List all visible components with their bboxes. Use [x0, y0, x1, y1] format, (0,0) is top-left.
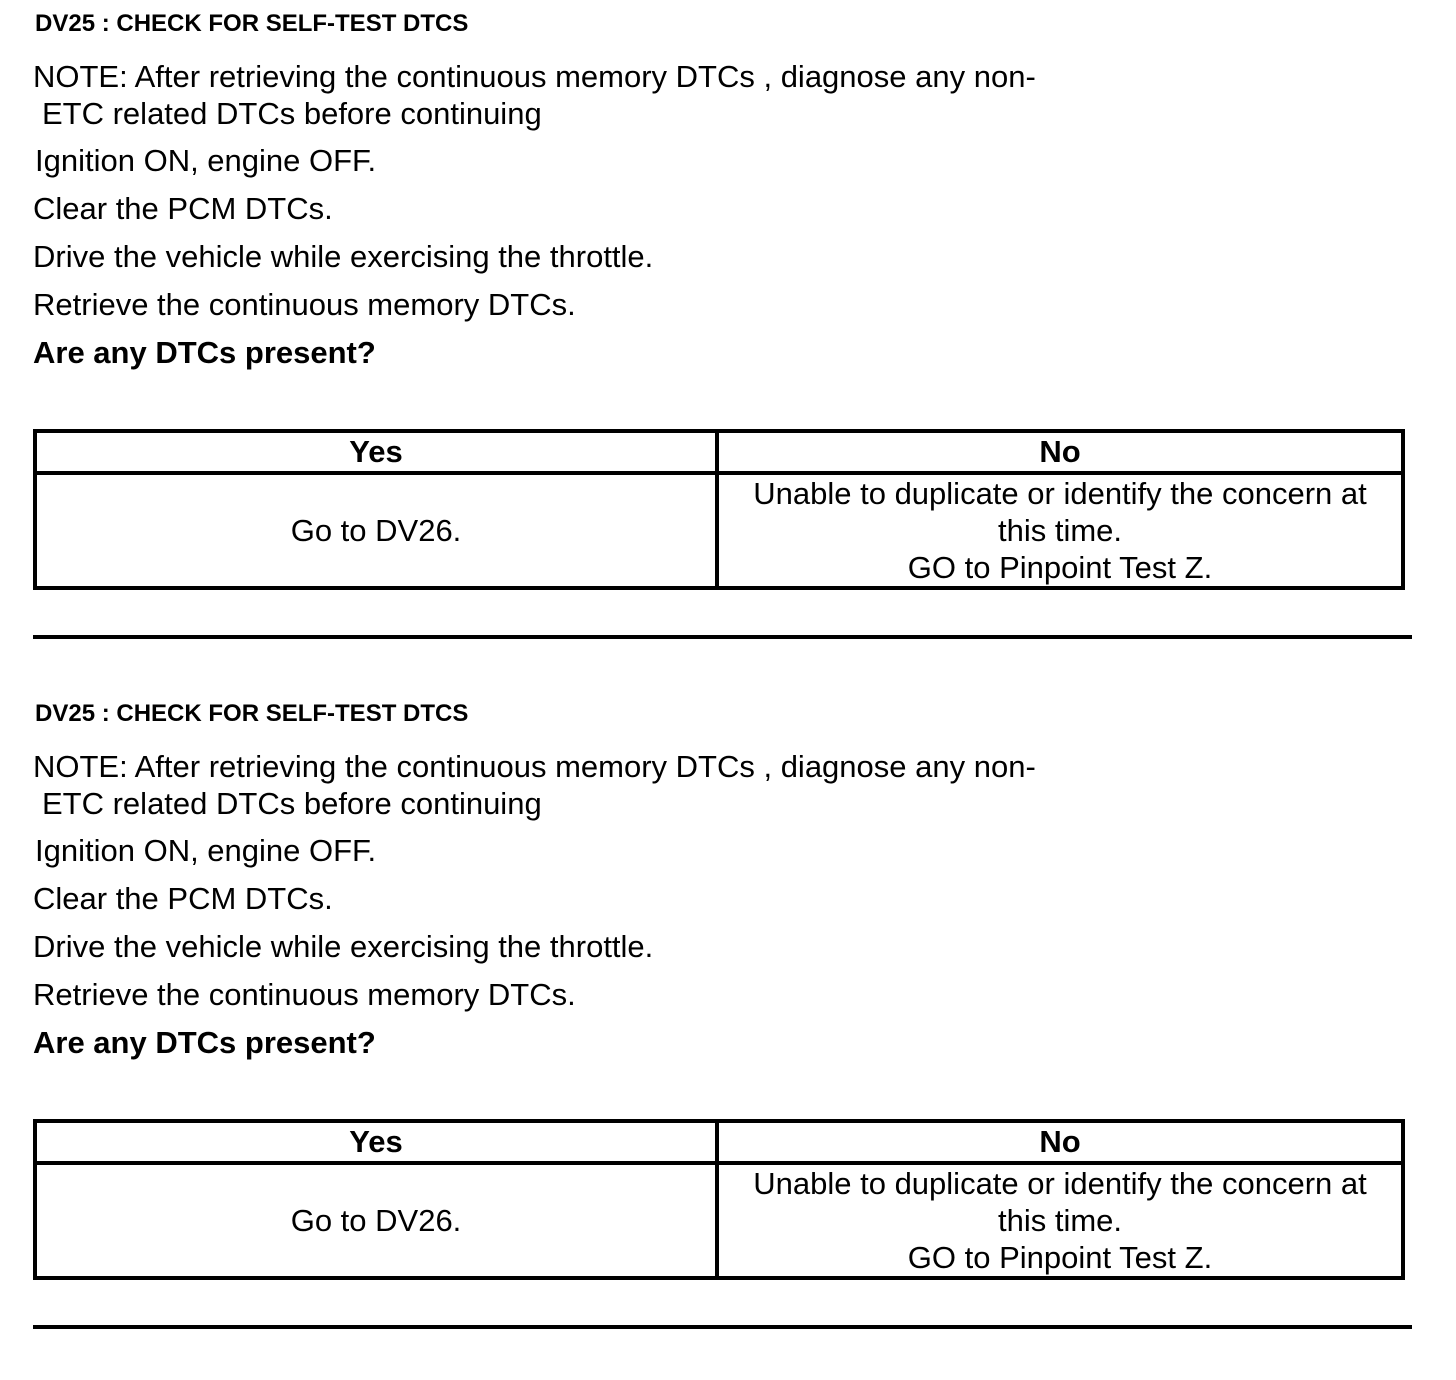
yes-header: Yes — [35, 1121, 717, 1163]
no-action — [717, 1163, 1403, 1278]
no-action — [717, 473, 1403, 588]
instruction-step: Clear the PCM DTCs. — [33, 191, 333, 226]
note-text — [33, 58, 1036, 132]
no-action-line-1: Unable to duplicate or identify the concern at — [753, 1166, 1367, 1201]
instruction-step: Ignition ON, engine OFF. — [35, 833, 377, 868]
step-title: DV25 : CHECK FOR SELF-TEST DTCS — [35, 10, 469, 37]
instruction-step: Ignition ON, engine OFF. — [35, 143, 377, 178]
no-action-line-3: GO to Pinpoint Test Z. — [907, 550, 1213, 585]
diagnostic-step-section-2 — [0, 690, 1456, 1380]
section-divider — [33, 1325, 1412, 1329]
note-text — [33, 748, 1036, 822]
instruction-step: Retrieve the continuous memory DTCs. — [33, 977, 576, 1012]
yes-action: Go to DV26. — [35, 473, 717, 588]
yes-action: Go to DV26. — [35, 1163, 717, 1278]
no-header: No — [717, 1121, 1403, 1163]
decision-question: Are any DTCs present? — [33, 1025, 376, 1060]
instruction-step: Drive the vehicle while exercising the throttle. — [33, 239, 654, 274]
section-divider — [33, 635, 1412, 639]
note-line-1: NOTE: After retrieving the continuous memory DTCs , diagnose any non- — [33, 59, 1036, 94]
decision-question: Are any DTCs present? — [33, 335, 376, 370]
yes-header: Yes — [35, 431, 717, 473]
instruction-step: Retrieve the continuous memory DTCs. — [33, 287, 576, 322]
yes-no-table — [33, 429, 1405, 590]
no-action-line-1: Unable to duplicate or identify the concern at — [753, 476, 1367, 511]
yes-no-table — [33, 1119, 1405, 1280]
no-header: No — [717, 431, 1403, 473]
instruction-step: Clear the PCM DTCs. — [33, 881, 333, 916]
no-action-line-2: this time. — [997, 513, 1123, 548]
instruction-step: Drive the vehicle while exercising the throttle. — [33, 929, 654, 964]
note-line-2: ETC related DTCs before continuing — [42, 786, 542, 821]
no-action-line-3: GO to Pinpoint Test Z. — [907, 1240, 1213, 1275]
no-action-line-2: this time. — [997, 1203, 1123, 1238]
step-title: DV25 : CHECK FOR SELF-TEST DTCS — [35, 700, 469, 727]
note-line-2: ETC related DTCs before continuing — [42, 96, 542, 131]
note-line-1: NOTE: After retrieving the continuous memory DTCs , diagnose any non- — [33, 749, 1036, 784]
